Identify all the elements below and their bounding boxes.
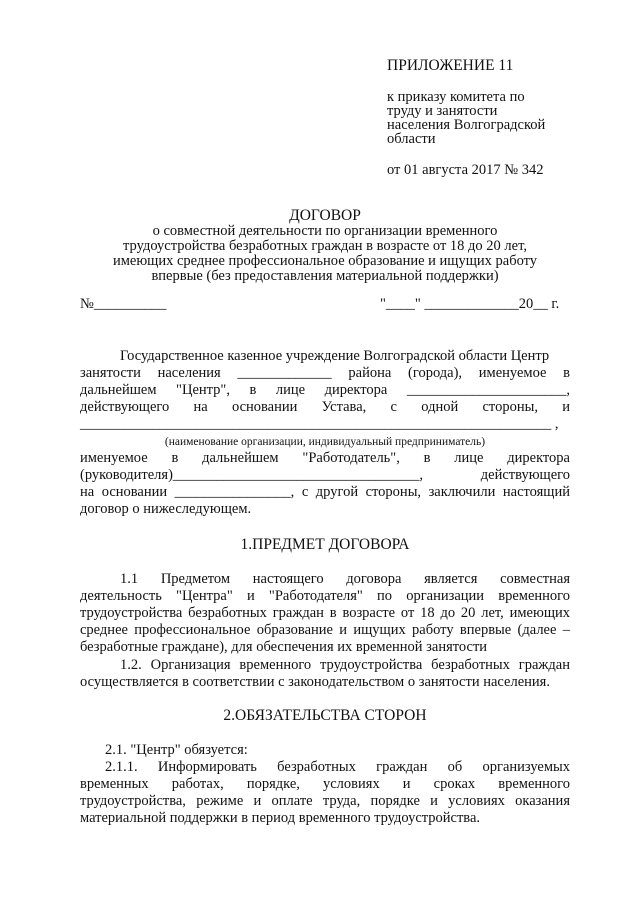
section-2-item-2-1-1-line-4: материальной поддержки в период временного трудоустройства.	[80, 810, 481, 826]
section-2-item-2-1: 2.1. "Центр" обязуется:	[105, 742, 248, 758]
parties-line-3: дальнейшем "Центр", в лице директора ______________________,	[80, 382, 570, 398]
appendix-date: от 01 августа 2017 № 342	[387, 162, 544, 178]
contract-subtitle-line-3: имеющих среднее профессиональное образование и ищущих работу	[112, 253, 538, 269]
appendix-order-line-3: населения Волгоградской	[387, 117, 546, 133]
parties-line-4: действующего на основании Устава, с одной стороны, и	[80, 399, 570, 415]
contract-subtitle-line-2: трудоустройства безработных граждан в возрасте от 18 до 20 лет,	[123, 238, 527, 254]
section-2-item-2-1-1-line-2: временных работах, порядке, условиях и сроках временного	[80, 776, 570, 792]
section-1-p2-line-1: 1.2. Организация временного трудоустройства безработных граждан	[120, 657, 570, 673]
parties-line-6: именуемое в дальнейшем "Работодатель", в лице директора	[80, 450, 570, 466]
section-1-p1-line-2: деятельность "Центра" и "Работодателя" по организации временного	[80, 588, 570, 604]
parties-line-1: Государственное казенное учреждение Волгоградской области Центр	[120, 348, 550, 364]
parties-line-9: договор о нижеследующем.	[80, 501, 252, 517]
contract-number: №__________	[80, 296, 167, 312]
section-2-heading: 2.ОБЯЗАТЕЛЬСТВА СТОРОН	[223, 707, 427, 724]
appendix-order-line-4: области	[387, 131, 436, 147]
contract-date-line: "____" _____________20__ г.	[380, 296, 560, 312]
parties-line-2: занятости населения _____________ района (города), именуемое в	[80, 365, 570, 381]
section-1-p1-line-4: среднее профессиональное образование и ищущих работу впервые (далее –	[80, 622, 570, 638]
section-1-p1-line-3: трудоустройства безработных граждан в возрасте от 18 до 20 лет, имеющих	[80, 605, 570, 621]
parties-note: (наименование организации, индивидуальный предприниматель)	[164, 436, 486, 448]
appendix-order-line-2: труду и занятости	[387, 103, 498, 119]
section-1-p2-line-2: осуществляется в соответствии с законодательством о занятости населения.	[80, 674, 550, 690]
contract-subtitle-line-1: о совместной деятельности по организации временного	[152, 223, 498, 239]
contract-subtitle-line-4: впервые (без предоставления материальной поддержки)	[151, 268, 499, 284]
section-2-item-2-1-1-line-3: трудоустройства, режиме и оплате труда, порядке и условиях оказания	[80, 793, 570, 809]
appendix-title: ПРИЛОЖЕНИЕ 11	[387, 57, 514, 74]
parties-line-8: на основании ________________, с другой стороны, заключили настоящий	[80, 484, 570, 500]
appendix-order-line-1: к приказу комитета по	[387, 89, 525, 105]
parties-line-5: _________________________________________________________________ ,	[80, 416, 559, 432]
section-1-p1-line-5: безработные граждане), для обеспечения их временной занятости	[80, 639, 488, 655]
section-1-p1-line-1: 1.1 Предметом настоящего договора является совместная	[120, 571, 570, 587]
parties-line-7: (руководителя)__________________________________, действующего	[80, 467, 570, 483]
section-1-heading: 1.ПРЕДМЕТ ДОГОВОРА	[240, 536, 410, 553]
contract-title: ДОГОВОР	[289, 207, 361, 224]
section-2-item-2-1-1-line-1: 2.1.1. Информировать безработных граждан об организуемых	[105, 759, 570, 775]
